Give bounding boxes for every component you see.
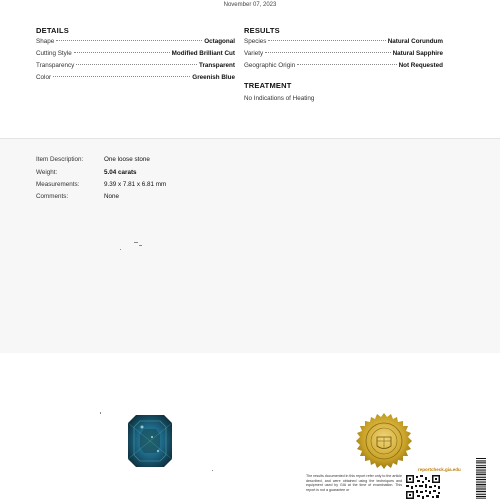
details-value: Modified Brilliant Cut [171, 50, 235, 57]
results-row-variety [244, 50, 443, 59]
details-row-color [36, 74, 235, 83]
leader-dots [76, 64, 197, 65]
scan-speck [100, 412, 101, 414]
scan-speck [134, 242, 138, 243]
details-value: Greenish Blue [192, 74, 235, 81]
results-row-species [244, 38, 443, 47]
report-check-link[interactable]: reportcheck.gia.edu [418, 467, 461, 472]
barcode-icon [476, 458, 486, 500]
desc-row-comments [36, 193, 119, 200]
desc-value: None [104, 193, 120, 200]
desc-label: Comments: [36, 193, 69, 200]
details-row-cutting-style [36, 50, 235, 59]
report-date: November 07, 2023 [223, 2, 277, 8]
leader-dots [265, 52, 390, 53]
leader-dots [268, 40, 385, 41]
details-label: Shape [36, 38, 55, 45]
results-label: Variety [244, 50, 264, 57]
details-label: Transparency [36, 62, 75, 69]
desc-value: 9.39 x 7.81 x 6.81 mm [104, 181, 167, 188]
leader-dots [56, 40, 202, 41]
results-label: Species [244, 38, 267, 45]
details-value: Octagonal [204, 38, 235, 45]
treatment-title: TREATMENT [244, 81, 292, 90]
results-value: Natural Corundum [387, 38, 443, 45]
results-value: Natural Sapphire [392, 50, 443, 57]
qr-code-icon[interactable] [405, 474, 441, 500]
details-label: Color [36, 74, 52, 81]
details-value: Transparent [198, 62, 235, 69]
desc-row-item [36, 156, 150, 163]
desc-label: Weight: [36, 169, 58, 176]
desc-value: One loose stone [104, 156, 150, 163]
results-label: Geographic Origin [244, 62, 296, 69]
treatment-text: No Indications of Heating [244, 95, 315, 102]
results-row-geographic-origin [244, 62, 443, 71]
gia-seal-icon [356, 413, 412, 469]
desc-label: Measurements: [36, 181, 80, 188]
scan-speck [212, 470, 213, 471]
leader-dots [74, 52, 170, 53]
scan-speck [139, 245, 142, 246]
details-title: DETAILS [36, 26, 69, 35]
details-row-shape [36, 38, 235, 47]
desc-value: 5.04 carats [104, 169, 137, 176]
leader-dots [53, 76, 190, 77]
results-title: RESULTS [244, 26, 280, 35]
gemstone-image [128, 415, 172, 467]
leader-dots [297, 64, 396, 65]
desc-row-weight [36, 169, 137, 176]
details-label: Cutting Style [36, 50, 72, 57]
details-row-transparency [36, 62, 235, 71]
scan-speck [120, 249, 121, 250]
desc-row-measurements [36, 181, 166, 188]
results-value: Not Requested [398, 62, 443, 69]
disclaimer-text: The results documented in this report refer only to the article described, and were obtained using the techniques and equipment used by GIA at the time of examination. This report is not a guarantee or [306, 474, 402, 492]
desc-label: Item Description: [36, 156, 84, 163]
